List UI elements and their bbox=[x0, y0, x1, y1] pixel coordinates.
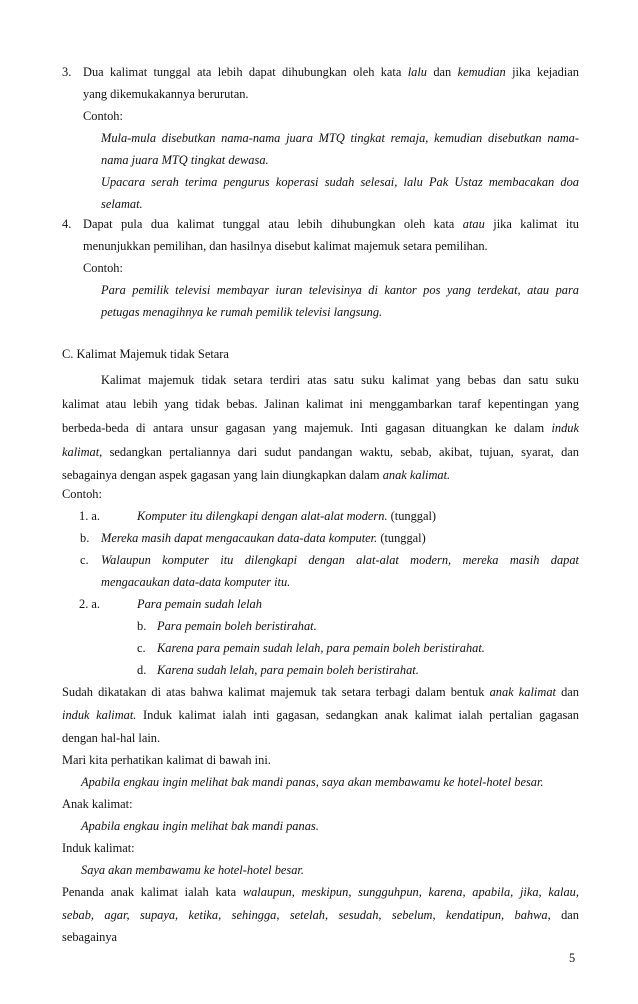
rule-4-contoh: Contoh: bbox=[83, 261, 123, 275]
ex-1a bbox=[137, 508, 436, 524]
section-c-para-line-4 bbox=[62, 444, 579, 460]
para-line-5-anak-kalimat: anak kalimat. bbox=[382, 468, 451, 482]
ex-1b bbox=[101, 530, 426, 546]
rule-3-text-end: jika kejadian bbox=[512, 65, 579, 79]
ex-2c-text: Karena para pemain sudah lelah, para pemain boleh beristirahat. bbox=[157, 641, 485, 655]
ex-1c-line-2: mengacaukan data-data komputer itu. bbox=[101, 575, 291, 589]
summary-line-1-dan: dan bbox=[561, 685, 579, 699]
rule-4-example-1a: Para pemilik televisi membayar iuran televisinya di kantor pos yang terdekat, atau para bbox=[101, 283, 579, 297]
ex-2c-number: c. bbox=[137, 641, 146, 655]
rule-4-example-1b: petugas menagihnya ke rumah pemilik televisi langsung. bbox=[101, 305, 383, 319]
anak-kalimat-label: Anak kalimat: bbox=[62, 797, 133, 811]
rule-3-line-1 bbox=[83, 64, 579, 80]
ex-1a-tag: (tunggal) bbox=[387, 509, 437, 523]
rule-4-text: Dapat pula dua kalimat tunggal atau lebih dihubungkan oleh kata bbox=[83, 217, 455, 231]
penanda-line-3: sebagainya bbox=[62, 930, 118, 944]
rule-3-line-2: yang dikemukakannya berurutan. bbox=[83, 87, 249, 101]
para-line-4-kalimat: kalimat bbox=[62, 445, 100, 459]
ex-2b-text: Para pemain boleh beristirahat. bbox=[157, 619, 317, 633]
rule-3-word-dan: dan bbox=[433, 65, 452, 79]
para-line-4-text: , sedangkan pertaliannya dari sudut pandangan waktu, sebab, akibat, tujuan, syarat, dan bbox=[99, 445, 579, 459]
summary-line-1 bbox=[62, 684, 579, 700]
rule-3-example-1a: Mula-mula disebutkan nama-nama juara MTQ tingkat remaja, kemudian disebutkan nama- bbox=[101, 131, 579, 145]
rule-4-number: 4. bbox=[62, 217, 72, 231]
rule-3-word-kemudian: kemudian bbox=[457, 65, 506, 79]
ex-1a-number: 1. a. bbox=[79, 509, 100, 523]
rule-3-example-2b: selamat. bbox=[101, 197, 143, 211]
section-c-para-line-3 bbox=[62, 420, 579, 436]
summary-line-1-text: Sudah dikatakan di atas bahwa kalimat majemuk tak setara terbagi dalam bentuk bbox=[62, 685, 485, 699]
rule-4-text-end: jika kalimat itu bbox=[493, 217, 579, 231]
ex-2d-text: Karena sudah lelah, para pemain boleh beristirahat. bbox=[157, 663, 419, 677]
para-line-3-induk: induk bbox=[551, 421, 579, 435]
section-c-para-line-5 bbox=[62, 467, 450, 483]
ex-2a-text: Para pemain sudah lelah bbox=[137, 597, 262, 611]
ex-1b-tag: (tunggal) bbox=[377, 531, 426, 545]
ex-1b-text: Mereka masih dapat mengacaukan data-data komputer. bbox=[101, 531, 378, 545]
ex-2a-number: 2. a. bbox=[79, 597, 100, 611]
summary-line-2-text: Induk kalimat ialah inti gagasan, sedangkan anak kalimat ialah pertalian gagasan bbox=[143, 708, 580, 722]
ex-2d-number: d. bbox=[137, 663, 147, 677]
rule-3-word-lalu: lalu bbox=[407, 65, 427, 79]
induk-kalimat-label: Induk kalimat: bbox=[62, 841, 135, 855]
example-full: Apabila engkau ingin melihat bak mandi panas, saya akan membawamu ke hotel-hotel besar. bbox=[81, 775, 544, 789]
section-c-para-line-1: Kalimat majemuk tidak setara terdiri atas satu suku kalimat yang bebas dan satu suku bbox=[101, 373, 579, 387]
para-line-5-text: sebagainya dengan aspek gagasan yang lain diungkapkan dalam bbox=[62, 468, 380, 482]
ex-1c-line-1: Walaupun komputer itu dilengkapi dengan alat-alat modern, mereka masih dapat bbox=[101, 553, 579, 567]
rule-3-example-1b: nama juara MTQ tingkat dewasa. bbox=[101, 153, 269, 167]
summary-line-1-anak-kalimat: anak kalimat bbox=[489, 685, 556, 699]
penanda-line-2 bbox=[62, 907, 579, 923]
rule-3-contoh: Contoh: bbox=[83, 109, 123, 123]
penanda-line-1-text: Penanda anak kalimat ialah kata bbox=[62, 885, 237, 899]
penanda-line-2-dan: dan bbox=[561, 908, 579, 922]
para-line-3-text: berbeda-beda di antara unsur gagasan yang majemuk. Inti gagasan dituangkan ke dalam bbox=[62, 421, 545, 435]
ex-1a-text: Komputer itu dilengkapi dengan alat-alat modern. bbox=[137, 509, 388, 523]
penanda-line-1 bbox=[62, 884, 579, 900]
rule-4-line-2: menunjukkan pemilihan, dan hasilnya disebut kalimat majemuk setara pemilihan. bbox=[83, 239, 488, 253]
page-number: 5 bbox=[569, 951, 576, 965]
ex-1c-number: c. bbox=[80, 553, 89, 567]
penanda-line-2-words: sebab, agar, supaya, ketika, sehingga, setelah, sesudah, sebelum, kendatipun, bahwa, bbox=[62, 908, 551, 922]
induk-kalimat-example: Saya akan membawamu ke hotel-hotel besar. bbox=[81, 863, 304, 877]
summary-line-3: dengan hal-hal lain. bbox=[62, 731, 161, 745]
rule-3-number: 3. bbox=[62, 65, 72, 79]
rule-4-word-atau: atau bbox=[462, 217, 485, 231]
rule-4-line-1 bbox=[83, 216, 579, 232]
rule-3-example-2a: Upacara serah terima pengurus koperasi sudah selesai, lalu Pak Ustaz membacakan doa bbox=[101, 175, 579, 189]
summary-line-2 bbox=[62, 707, 579, 723]
anak-kalimat-example: Apabila engkau ingin melihat bak mandi panas. bbox=[81, 819, 319, 833]
section-c-para-line-2: kalimat atau lebih yang tidak bebas. Jalinan kalimat ini menggambarkan taraf kepentingan yang bbox=[62, 397, 579, 411]
ex-1b-number: b. bbox=[80, 531, 90, 545]
penanda-line-1-words: walaupun, meskipun, sungguhpun, karena, apabila, jika, kalau, bbox=[242, 885, 579, 899]
section-c-contoh: Contoh: bbox=[62, 487, 102, 501]
mari-line: Mari kita perhatikan kalimat di bawah ini. bbox=[62, 753, 271, 767]
summary-line-2-induk-kalimat: induk kalimat. bbox=[62, 708, 137, 722]
rule-3-text: Dua kalimat tunggal ata lebih dapat dihubungkan oleh kata bbox=[83, 65, 402, 79]
section-c-heading: C. Kalimat Majemuk tidak Setara bbox=[62, 347, 229, 361]
ex-2b-number: b. bbox=[137, 619, 147, 633]
